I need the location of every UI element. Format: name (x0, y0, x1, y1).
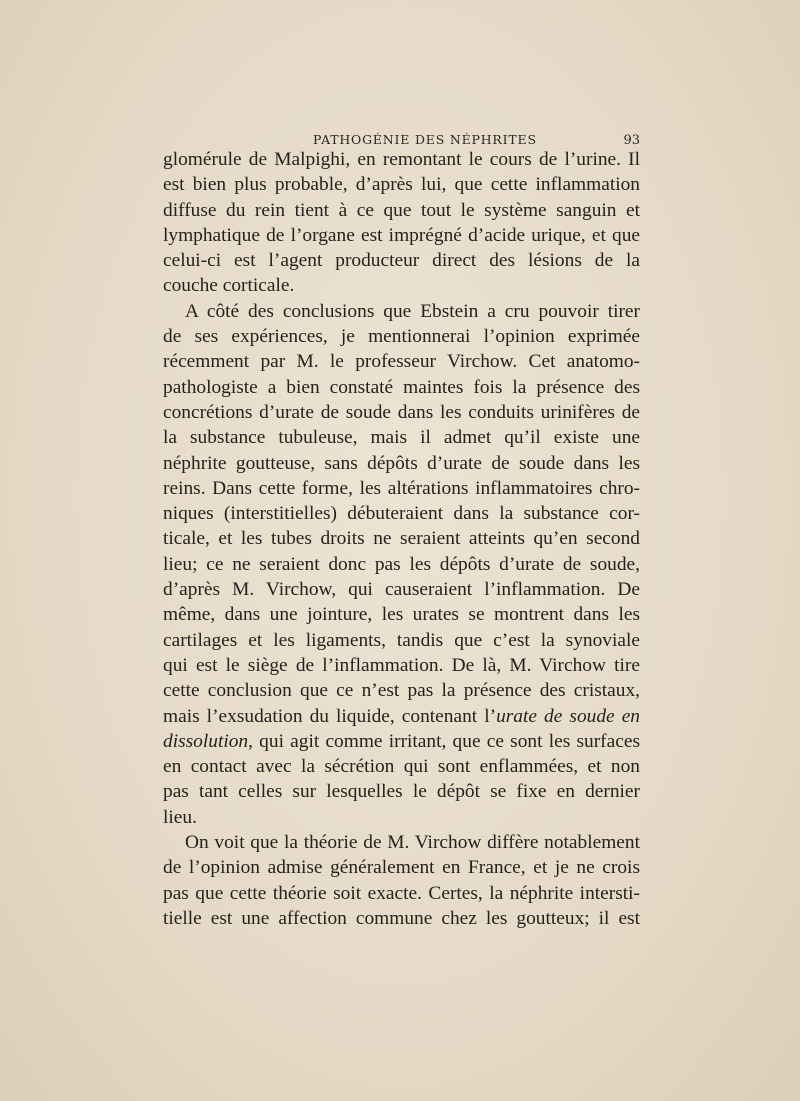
text-line: pas tant celles sur lesquelles le dépôt se fixe en dernier (163, 781, 640, 803)
text-line: en contact avec la sécrétion qui sont enflammées, et non (163, 756, 640, 778)
text-line: ticale, et les tubes droits ne seraient atteints qu’en second (163, 528, 640, 550)
text-line: lymphatique de l’organe est imprégné d’acide urique, et que (163, 224, 640, 246)
italic-text: dissolution (163, 730, 249, 752)
body-text (163, 147, 640, 931)
text-line: de l’opinion admise généralement en France, et je ne crois (163, 857, 640, 879)
text-line: est bien plus probable, d’après lui, que cette inflammation (163, 174, 640, 196)
text-line (163, 729, 640, 754)
text-line: On voit que la théorie de M. Virchow diffère notablement (185, 832, 640, 854)
text-line (163, 704, 640, 729)
text-line: tielle est une affection commune chez les goutteux; il est (163, 907, 640, 929)
text-line: celui-ci est l’agent producteur direct des lésions de la (163, 250, 640, 272)
page-number: 93 (623, 133, 640, 148)
text-line: reins. Dans cette forme, les altérations inflammatoires chro- (163, 477, 640, 499)
text-line: niques (interstitielles) débuteraient dans la substance cor- (163, 503, 640, 525)
text-segment: mais l’exsudation du liquide, contenant l’ (163, 705, 497, 727)
text-line: même, dans une jointure, les urates se montrent dans les (163, 604, 640, 626)
text-line: cette conclusion que ce n’est pas la présence des cristaux, (163, 680, 640, 702)
text-line: la substance tubuleuse, mais il admet qu’il existe une (163, 427, 640, 449)
text-line: d’après M. Virchow, qui causeraient l’inflammation. De (163, 579, 640, 601)
text-line: lieu. (163, 806, 197, 828)
text-line: de ses expériences, je mentionnerai l’opinion exprimée (163, 326, 640, 348)
text-line: récemment par M. le professeur Virchow. Cet anatomo- (163, 351, 640, 373)
running-title: PATHOGÉNIE DES NÉPHRITES (313, 132, 537, 147)
text-line: A côté des conclusions que Ebstein a cru pouvoir tirer (185, 300, 640, 322)
text-line: lieu; ce ne seraient donc pas les dépôts d’urate de soude, (163, 553, 640, 575)
text-line: pathologiste a bien constaté maintes fois la présence des (163, 376, 640, 398)
italic-text: urate de soude en (496, 705, 640, 727)
text-line: pas que cette théorie soit exacte. Certes, la néphrite intersti- (163, 882, 640, 904)
text-line: néphrite goutteuse, sans dépôts d’urate de soude dans les (163, 452, 640, 474)
text-line: cartilages et les ligaments, tandis que c’est la synoviale (163, 629, 640, 651)
text-line: glomérule de Malpighi, en remontant le cours de l’urine. Il (163, 149, 640, 170)
text-line: diffuse du rein tient à ce que tout le système sanguin et (163, 199, 640, 221)
text-line: couche corticale. (163, 275, 295, 297)
text-line: concrétions d’urate de soude dans les conduits urinifères de (163, 401, 640, 423)
text-line: qui est le siège de l’inflammation. De là, M. Virchow tire (163, 654, 640, 676)
text-segment: , qui agit comme irritant, que ce sont les surfaces (248, 730, 640, 752)
